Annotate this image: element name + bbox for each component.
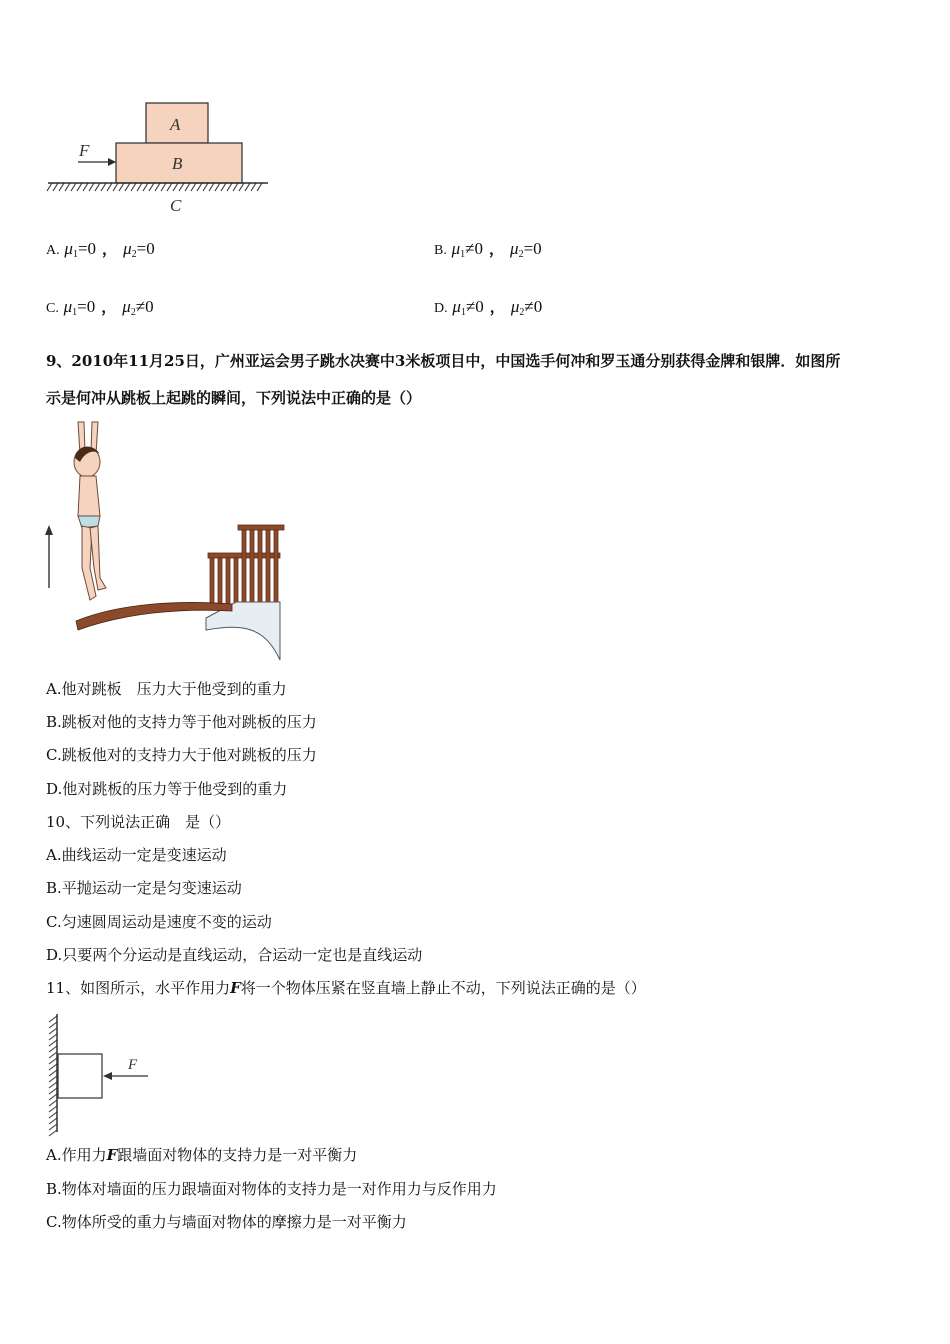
option-letter: A. <box>46 243 60 258</box>
mu1-symbol: μ <box>64 239 73 258</box>
object-box <box>58 1054 102 1098</box>
label-f: F <box>79 141 90 160</box>
mu2-subscript: 2 <box>518 249 524 260</box>
mu2-symbol: μ <box>122 297 131 316</box>
option-letter: C. <box>46 301 59 316</box>
mu1-relation: ≠0 <box>465 239 484 258</box>
q11-stem-f: F <box>230 979 241 997</box>
comma: ， <box>489 240 505 258</box>
option-letter: B. <box>434 243 447 258</box>
q11-option-a-post: 跟墙面对物体的支持力是一对平衡力 <box>117 1146 358 1164</box>
mu1-symbol: μ <box>451 239 461 258</box>
mu2-symbol: μ <box>510 239 519 258</box>
label-c: C <box>170 196 182 215</box>
mu2-relation: ≠0 <box>135 297 154 316</box>
mu1-expr <box>452 297 483 316</box>
q8-option-a[interactable] <box>46 238 155 260</box>
wall-figure <box>40 1012 160 1137</box>
q9-option-c[interactable]: C.跳板他对的支持力大于他对跳板的压力 <box>46 746 317 764</box>
mu1-relation: =0 <box>77 297 96 316</box>
mu1-symbol: μ <box>452 297 461 316</box>
mu1-symbol: μ <box>63 297 73 316</box>
mu2-symbol: μ <box>123 239 132 258</box>
mu2-relation: ≠0 <box>524 297 543 316</box>
label-b: B <box>172 154 183 173</box>
blocks-figure <box>46 98 271 218</box>
q9-stem-line1: 9、2010年11月25日，广州亚运会男子跳水决赛中3米板项目中，中国选手何冲和罗玉通分别获得金牌和银牌．如图所 <box>46 352 841 370</box>
q10-option-d[interactable]: D.只要两个分运动是直线运动，合运动一定也是直线运动 <box>46 946 423 964</box>
mu2-symbol: μ <box>510 297 520 316</box>
mu2-relation: =0 <box>136 239 155 258</box>
q11-stem-pre: 11、如图所示，水平作用力 <box>46 979 231 997</box>
q10-option-b[interactable]: B.平抛运动一定是匀变速运动 <box>46 879 242 897</box>
option-letter: D. <box>434 301 448 316</box>
label-a: A <box>170 115 181 134</box>
diver-figure <box>40 418 290 663</box>
q9-option-d[interactable]: D.他对跳板的压力等于他受到的重力 <box>46 780 288 798</box>
diving-tower <box>208 525 284 604</box>
mu1-subscript: 1 <box>460 249 466 260</box>
mu2-subscript: 2 <box>519 307 525 318</box>
mu2-expr <box>510 239 542 258</box>
q10-stem: 10、下列说法正确 是（） <box>46 813 231 831</box>
q11-option-c[interactable]: C.物体所受的重力与墙面对物体的摩擦力是一对平衡力 <box>46 1213 407 1231</box>
mu2-expr <box>123 239 155 258</box>
mu1-expr <box>64 239 96 258</box>
mu1-expr <box>64 297 96 316</box>
mu2-expr <box>511 297 542 316</box>
q11-option-a[interactable] <box>46 1145 357 1165</box>
q9-option-a[interactable]: A.他对跳板 压力大于他受到的重力 <box>46 680 287 698</box>
q10-option-a[interactable]: A.曲线运动一定是变速运动 <box>46 846 227 864</box>
mu2-subscript: 2 <box>130 307 136 318</box>
q8-option-d[interactable] <box>434 296 542 318</box>
mu1-relation: =0 <box>77 239 97 258</box>
q9-option-b[interactable]: B.跳板对他的支持力等于他对跳板的压力 <box>46 713 317 731</box>
q9-stem-line2: 示是何冲从跳板上起跳的瞬间，下列说法中正确的是（） <box>46 389 422 407</box>
comma: ， <box>101 298 117 316</box>
mu2-expr <box>122 297 153 316</box>
mu1-subscript: 1 <box>72 249 78 260</box>
comma: ， <box>489 298 505 316</box>
mu1-subscript: 1 <box>460 307 466 318</box>
mu2-subscript: 2 <box>131 249 137 260</box>
q11-option-a-f: F <box>106 1146 118 1164</box>
q10-option-c[interactable]: C.匀速圆周运动是速度不变的运动 <box>46 913 272 931</box>
q11-option-a-pre: A.作用力 <box>46 1146 107 1164</box>
q11-option-b[interactable]: B.物体对墙面的压力跟墙面对物体的支持力是一对作用力与反作用力 <box>46 1180 497 1198</box>
q8-option-b[interactable] <box>434 238 542 260</box>
label-f-wall: F <box>128 1057 138 1073</box>
mu1-subscript: 1 <box>72 307 78 318</box>
q8-option-c[interactable] <box>46 296 154 318</box>
q11-stem <box>46 978 646 998</box>
mu1-expr <box>452 239 483 258</box>
comma: ， <box>102 240 118 258</box>
mu2-relation: =0 <box>523 239 542 258</box>
q11-stem-post: 将一个物体压紧在竖直墙上静止不动，下列说法正确的是（） <box>240 979 646 997</box>
mu1-relation: ≠0 <box>465 297 484 316</box>
